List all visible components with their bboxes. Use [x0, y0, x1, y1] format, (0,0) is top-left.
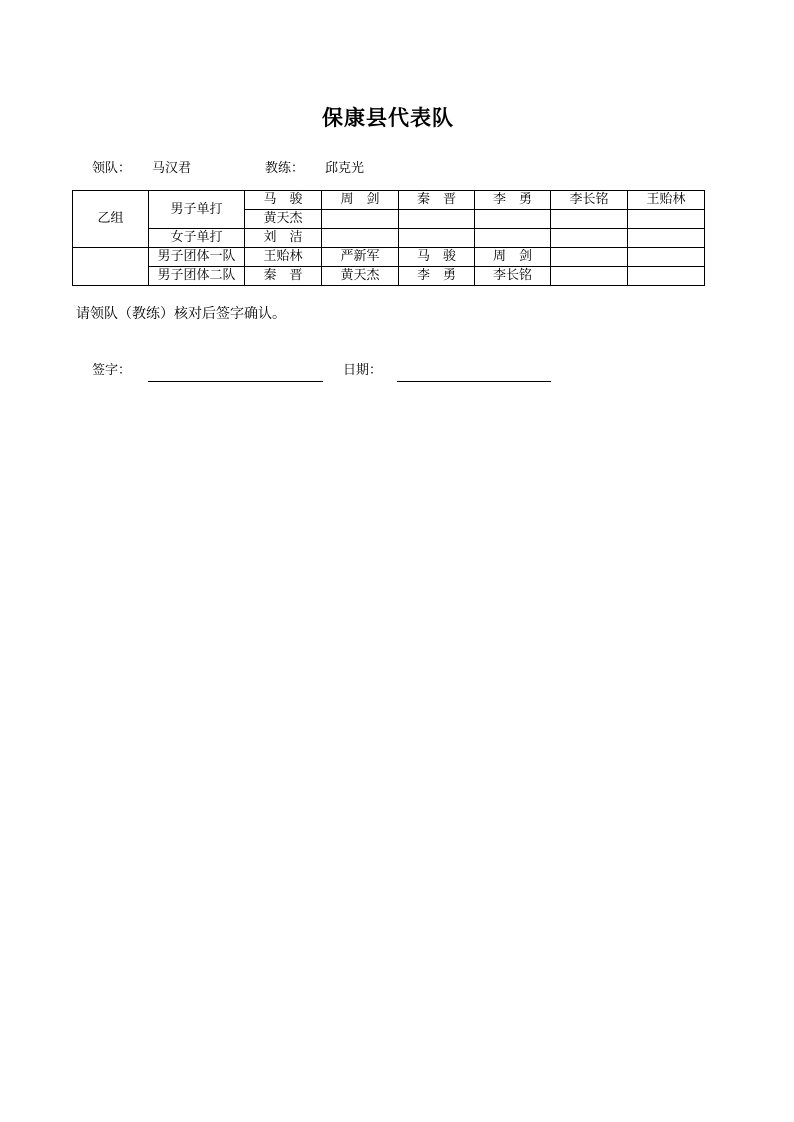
player-cell: 李 勇 — [475, 191, 551, 210]
player-cell: 李长铭 — [475, 267, 551, 286]
table-row — [73, 267, 705, 286]
player-cell: 王贻林 — [245, 248, 322, 267]
coach-name: 邱克光 — [325, 161, 365, 176]
player-cell — [551, 248, 628, 267]
leader-name: 马汉君 — [152, 161, 192, 176]
event-label: 男子团体一队 — [149, 248, 245, 267]
table-row — [73, 229, 705, 248]
player-cell: 严新军 — [322, 248, 399, 267]
player-cell: 王贻林 — [628, 191, 705, 210]
page-title: 保康县代表队 — [322, 106, 454, 130]
player-cell: 秦 晋 — [399, 191, 475, 210]
signature-line — [148, 381, 323, 382]
player-cell — [628, 248, 705, 267]
leader-label: 领队： — [92, 161, 132, 176]
player-cell: 李长铭 — [551, 191, 628, 210]
player-cell — [322, 210, 399, 229]
player-cell — [551, 229, 628, 248]
confirmation-note: 请领队（教练）核对后签字确认。 — [76, 306, 286, 322]
player-cell: 马 骏 — [399, 248, 475, 267]
signature-label: 签字： — [92, 363, 132, 378]
event-label: 男子团体二队 — [149, 267, 245, 286]
date-line — [397, 381, 551, 382]
event-label: 男子单打 — [149, 191, 245, 229]
player-cell — [628, 267, 705, 286]
player-cell — [322, 229, 399, 248]
player-cell — [551, 210, 628, 229]
player-cell: 黄天杰 — [245, 210, 322, 229]
player-cell — [475, 229, 551, 248]
player-cell — [475, 210, 551, 229]
player-cell — [399, 210, 475, 229]
player-cell: 刘 洁 — [245, 229, 322, 248]
group-label-empty — [73, 248, 149, 286]
player-cell: 周 剑 — [475, 248, 551, 267]
player-cell: 马 骏 — [245, 191, 322, 210]
date-label: 日期： — [343, 363, 383, 378]
table-row — [73, 248, 705, 267]
player-cell: 秦 晋 — [245, 267, 322, 286]
player-cell: 李 勇 — [399, 267, 475, 286]
player-cell — [628, 210, 705, 229]
event-label: 女子单打 — [149, 229, 245, 248]
player-cell: 黄天杰 — [322, 267, 399, 286]
group-label: 乙组 — [73, 191, 149, 248]
player-cell: 周 剑 — [322, 191, 399, 210]
coach-label: 教练： — [265, 161, 305, 176]
player-cell — [551, 267, 628, 286]
table-row — [73, 191, 705, 210]
roster-table — [72, 190, 705, 286]
player-cell — [628, 229, 705, 248]
player-cell — [399, 229, 475, 248]
